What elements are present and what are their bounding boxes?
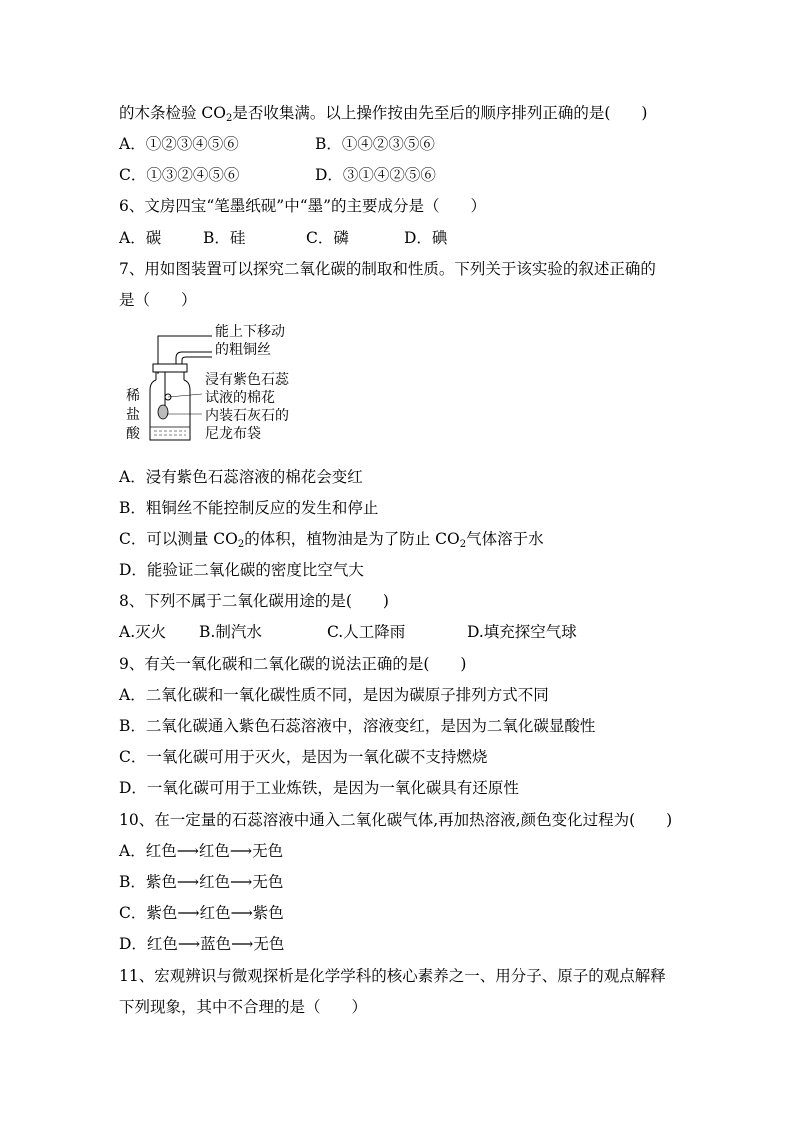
q9-option-d: D．一氧化碳可用于工业炼铁，是因为一氧化碳具有还原性 [119, 779, 519, 797]
q7-option-c-part3: 气体溶于水 [466, 530, 544, 548]
q5-option-a: A．①②③④⑤⑥ [119, 135, 239, 153]
q5-text-rest: 是否收集满。以上操作按由先至后的顺序排列正确的是( ) [232, 104, 648, 122]
subscript: 2 [226, 113, 233, 124]
q10-option-a: A．红色⟶红色⟶无色 [119, 842, 284, 860]
q5-option-b: B．①④②③⑤⑥ [315, 135, 435, 153]
q5-text: 的木条检验 CO [119, 104, 226, 122]
label-cotton-1: 浸有紫色石蕊 [205, 372, 289, 388]
label-wire-1: 能上下移动 [215, 324, 285, 340]
q5-option-d: D．③①④②⑤⑥ [315, 166, 436, 184]
q7-option-a: A．浸有紫色石蕊溶液的棉花会变红 [119, 468, 363, 486]
q7-apparatus-figure [120, 322, 320, 450]
q9-option-c: C．一氧化碳可用于灭火，是因为一氧化碳不支持燃烧 [119, 748, 488, 766]
label-cotton-2: 试液的棉花 [205, 390, 275, 406]
label-acid-1: 稀 [126, 388, 140, 404]
q9-stem: 9、有关一氧化碳和二氧化碳的说法正确的是( ) [119, 655, 467, 673]
q6-option-d: D．碘 [404, 229, 448, 247]
q7-option-c-part1: C．可以测量 CO [119, 530, 238, 548]
q7-stem-line-1: 7、用如图装置可以探究二氧化碳的制取和性质。下列关于该实验的叙述正确的 [119, 260, 656, 278]
q7-option-c-part2: 的体积，植物油是为了防止 CO [244, 530, 460, 548]
q5-option-c: C．①③②④⑤⑥ [119, 166, 240, 184]
q10-option-b: B．紫色⟶红色⟶无色 [119, 873, 284, 891]
q6-option-a: A．碳 [119, 229, 162, 247]
q7-option-b: B．粗铜丝不能控制反应的发生和停止 [119, 499, 379, 517]
q7-option-d: D．能验证二氧化碳的密度比空气大 [119, 561, 364, 579]
label-acid-3: 酸 [126, 426, 140, 442]
q11-stem-line-1: 11、宏观辨识与微观探析是化学学科的核心素养之一、用分子、原子的观点解释 [119, 967, 666, 985]
label-wire-2: 的粗铜丝 [215, 342, 271, 358]
q5-stem-line [119, 103, 647, 123]
q10-option-c: C．紫色⟶红色⟶紫色 [119, 904, 284, 922]
q8-option-a: A.灭火 [119, 623, 167, 641]
q7-option-c [119, 529, 544, 549]
q8-option-c: C.人工降雨 [327, 623, 406, 641]
subscript: 2 [459, 539, 467, 550]
q7-stem-line-2: 是（ ） [119, 291, 197, 309]
label-bag-2: 尼龙布袋 [205, 426, 261, 442]
q10-option-d: D．红色⟶蓝色⟶无色 [119, 935, 285, 953]
q9-option-b: B．二氧化碳通入紫色石蕊溶液中，溶液变红，是因为二氧化碳显酸性 [119, 717, 596, 735]
subscript: 2 [237, 539, 245, 550]
q8-stem: 8、下列不属于二氧化碳用途的是( ) [119, 592, 389, 610]
q6-stem: 6、文房四宝“笔墨纸砚”中“墨”的主要成分是（ ） [119, 197, 487, 215]
label-acid-2: 盐 [126, 407, 140, 423]
q10-stem: 10、在一定量的石蕊溶液中通入二氧化碳气体,再加热溶液,颜色变化过程为( ) [119, 811, 673, 829]
q6-option-c: C．磷 [306, 229, 349, 247]
label-bag-1: 内装石灰石的 [205, 408, 289, 424]
q6-option-b: B．硅 [203, 229, 246, 247]
q9-option-a: A．二氧化碳和一氧化碳性质不同，是因为碳原子排列方式不同 [119, 686, 549, 704]
q8-option-d: D.填充探空气球 [467, 623, 577, 641]
q11-stem-line-2: 下列现象，其中不合理的是（ ） [119, 998, 368, 1016]
q8-option-b: B.制汽水 [199, 623, 262, 641]
